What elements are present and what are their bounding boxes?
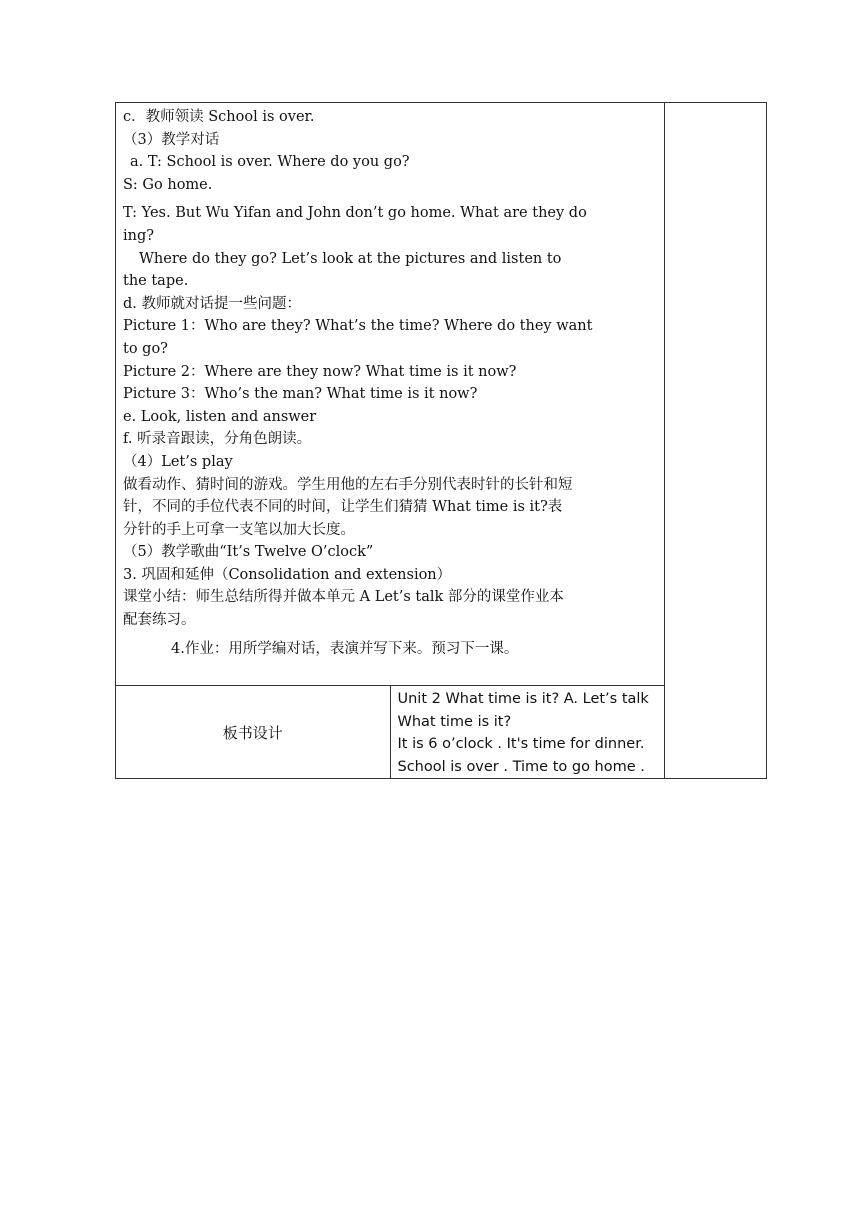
procedure-line: S: Go home. bbox=[123, 176, 213, 193]
procedure-line: ing? bbox=[123, 227, 155, 244]
procedure-line: e. Look, listen and answer bbox=[123, 408, 317, 425]
procedure-cell bbox=[116, 103, 665, 686]
homework-line: 4.作业：用所学编对话，表演并写下来。预习下一课。 bbox=[171, 640, 519, 657]
board-design-content-cell bbox=[390, 686, 665, 779]
procedure-content bbox=[116, 103, 664, 660]
procedure-line: 课堂小结：师生总结所得并做本单元 A Let’s talk 部分的课堂作业本 bbox=[123, 589, 564, 606]
procedure-line: to go? bbox=[123, 340, 168, 357]
procedure-line: 配套练习。 bbox=[123, 612, 196, 629]
board-design-content bbox=[391, 686, 665, 778]
procedure-line: T: Yes. But Wu Yifan and John don’t go home. What are they do bbox=[123, 205, 587, 222]
board-line: It is 6 o’clock . It's time for dinner. bbox=[397, 736, 645, 753]
procedure-line: Picture 3：Who’s the man? What time is it now? bbox=[123, 386, 478, 403]
procedure-line: Where do they go? Let’s look at the pictures and listen to bbox=[139, 250, 562, 267]
procedure-line: 做看动作、猜时间的游戏。学生用他的左右手分别代表时针的长针和短 bbox=[123, 476, 573, 493]
procedure-line: the tape. bbox=[123, 273, 189, 290]
notes-column bbox=[665, 103, 767, 779]
procedure-line: 针，不同的手位代表不同的时间，让学生们猜猜 What time is it?表 bbox=[123, 499, 563, 516]
procedure-line: Picture 2：Where are they now? What time is it now? bbox=[123, 363, 517, 380]
procedure-line: （5）教学歌曲“It’s Twelve O’clock” bbox=[123, 544, 374, 561]
board-design-label: 板书设计 bbox=[222, 723, 283, 742]
procedure-line: （3）教学对话 bbox=[123, 131, 220, 148]
procedure-row bbox=[116, 103, 767, 686]
procedure-line: （4）Let’s play bbox=[123, 453, 233, 470]
procedure-line: f. 听录音跟读，分角色朗读。 bbox=[123, 431, 312, 448]
board-line: Unit 2 What time is it? A. Let’s talk bbox=[397, 691, 649, 707]
lesson-plan-table bbox=[115, 102, 767, 779]
procedure-line: 3. 巩固和延伸（Consolidation and extension） bbox=[123, 566, 452, 583]
procedure-line: d. 教师就对话提一些问题： bbox=[123, 295, 301, 312]
board-line: What time is it? bbox=[397, 713, 512, 730]
procedure-line: a. T: School is over. Where do you go? bbox=[130, 154, 410, 171]
procedure-line: Picture 1：Who are they? What’s the time? Where do they want bbox=[123, 318, 593, 335]
procedure-line: c．教师领读 School is over. bbox=[123, 109, 315, 125]
board-design-label-cell bbox=[116, 686, 391, 779]
board-line: School is over . Time to go home . bbox=[397, 758, 645, 775]
procedure-line: 分针的手上可拿一支笔以加大长度。 bbox=[123, 521, 355, 538]
